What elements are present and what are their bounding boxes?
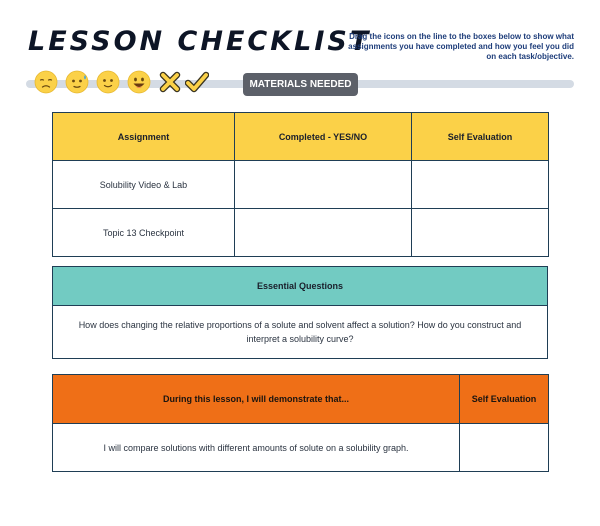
- essential-questions-header: Essential Questions: [53, 267, 548, 306]
- essential-questions-text: How does changing the relative proportions of a solute and solvent affect a solution? How do you construct and interpret a solubility curve?: [53, 306, 548, 359]
- column-header-self-evaluation: Self Evaluation: [460, 375, 549, 424]
- table-row: [53, 209, 549, 257]
- check-mark-icon[interactable]: [185, 70, 209, 94]
- sweat-face-icon[interactable]: [65, 70, 89, 94]
- completed-drop-cell[interactable]: [235, 161, 412, 209]
- happy-face-icon[interactable]: [127, 70, 151, 94]
- column-header-demonstrate: During this lesson, I will demonstrate that...: [53, 375, 460, 424]
- table-header-row: [53, 113, 549, 161]
- assignment-name-cell: Solubility Video & Lab: [53, 161, 235, 209]
- neutral-face-icon[interactable]: [96, 70, 120, 94]
- self-evaluation-drop-cell[interactable]: [412, 209, 549, 257]
- table-row: [53, 306, 548, 359]
- page-title: LESSON CHECKLIST: [28, 26, 372, 57]
- column-header-completed: Completed - YES/NO: [235, 113, 412, 161]
- column-header-assignment: Assignment: [53, 113, 235, 161]
- completed-drop-cell[interactable]: [235, 209, 412, 257]
- self-evaluation-drop-cell[interactable]: [460, 424, 549, 472]
- sad-face-icon[interactable]: [34, 70, 58, 94]
- table-row: [53, 161, 549, 209]
- objective-text-cell: I will compare solutions with different amounts of solute on a solubility graph.: [53, 424, 460, 472]
- column-header-self-evaluation: Self Evaluation: [412, 113, 549, 161]
- assignments-table: [52, 112, 549, 257]
- table-header-row: [53, 375, 549, 424]
- table-header-row: [53, 267, 548, 306]
- demonstrate-table: [52, 374, 549, 472]
- instructions-text: Drag the icons on the line to the boxes below to show what assignments you have completed and how you feel you did on each task/objective.: [348, 32, 574, 61]
- table-row: [53, 424, 549, 472]
- self-evaluation-drop-cell[interactable]: [412, 161, 549, 209]
- assignment-name-cell: Topic 13 Checkpoint: [53, 209, 235, 257]
- materials-needed-button[interactable]: MATERIALS NEEDED: [243, 73, 358, 96]
- essential-questions-table: [52, 266, 548, 359]
- x-mark-icon[interactable]: [158, 70, 182, 94]
